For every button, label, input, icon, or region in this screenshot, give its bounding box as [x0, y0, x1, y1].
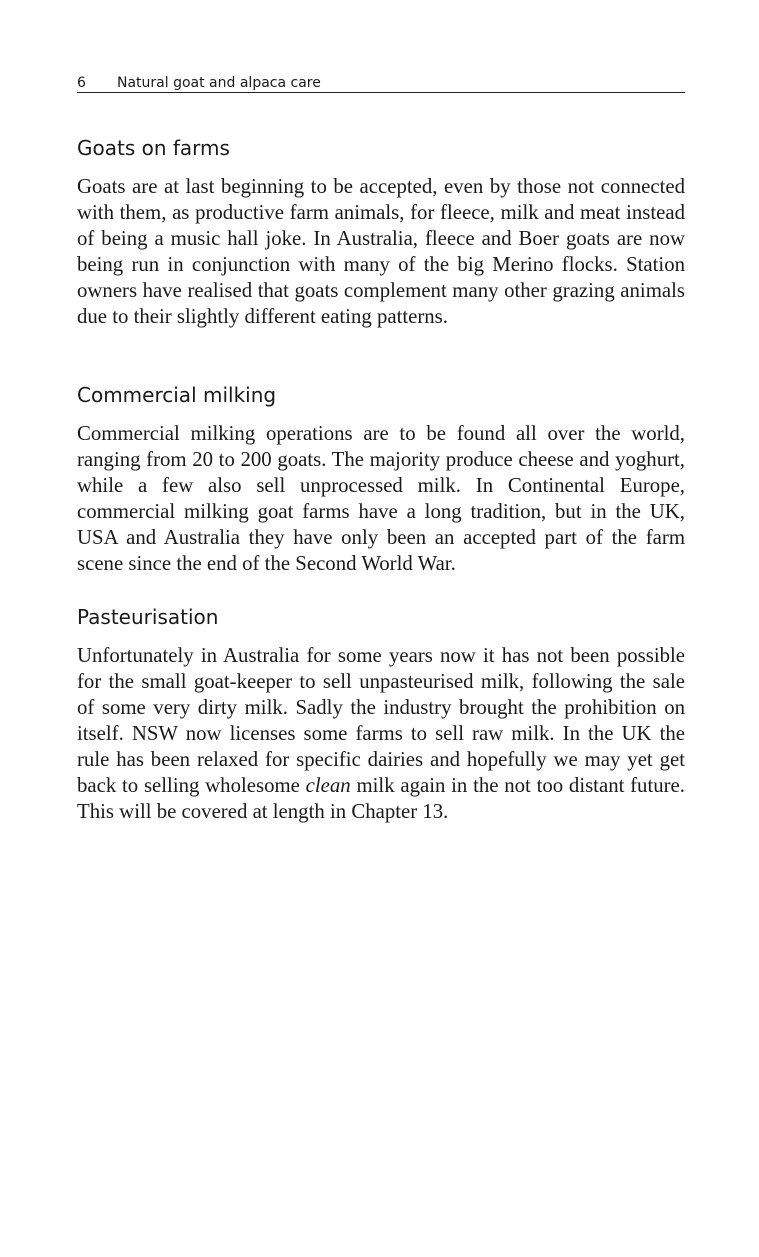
section-heading-goats-on-farms: Goats on farms [77, 136, 230, 160]
section-heading-pasteurisation: Pasteurisation [77, 605, 219, 629]
section-body-pasteurisation [77, 643, 685, 825]
emphasis-text: clean [305, 774, 351, 797]
section-heading-commercial-milking: Commercial milking [77, 383, 277, 407]
body-text: Unfortunately in Australia for some years now it has not been possible for the small goat-keeper to sell unpasteurised milk, following the sale of some very dirty milk. Sadly the industry brought the prohibition on itself. NSW now licenses some farms to sell raw milk. In the UK the rule has been relaxed for specific dairies and hopefully we may yet get back to selling wholesome [77, 644, 685, 797]
body-text: milk again in the not too distant future. This will be covered at length in Chapter 13. [77, 774, 685, 823]
page-number: 6 [77, 75, 86, 91]
running-head [77, 75, 685, 93]
section-body-commercial-milking: Commercial milking operations are to be found all over the world, ranging from 20 to 200 goats. The majority produce cheese and yoghurt, while a few also sell unprocessed milk. In Continental Europe, commercial milking goat farms have a long tradition, but in the UK, USA and Australia they have only been an accepted part of the farm scene since the end of the Second World War. [77, 422, 685, 575]
running-title: Natural goat and alpaca care [117, 75, 321, 91]
section-body-goats-on-farms: Goats are at last beginning to be accepted, even by those not connected with them, as productive farm animals, for fleece, milk and meat instead of being a music hall joke. In Australia, fleece and Boer goats are now being run in conjunction with many of the big Merino flocks. Station owners have realised that goats complement many other grazing animals due to their slightly different eating patterns. [77, 175, 685, 328]
